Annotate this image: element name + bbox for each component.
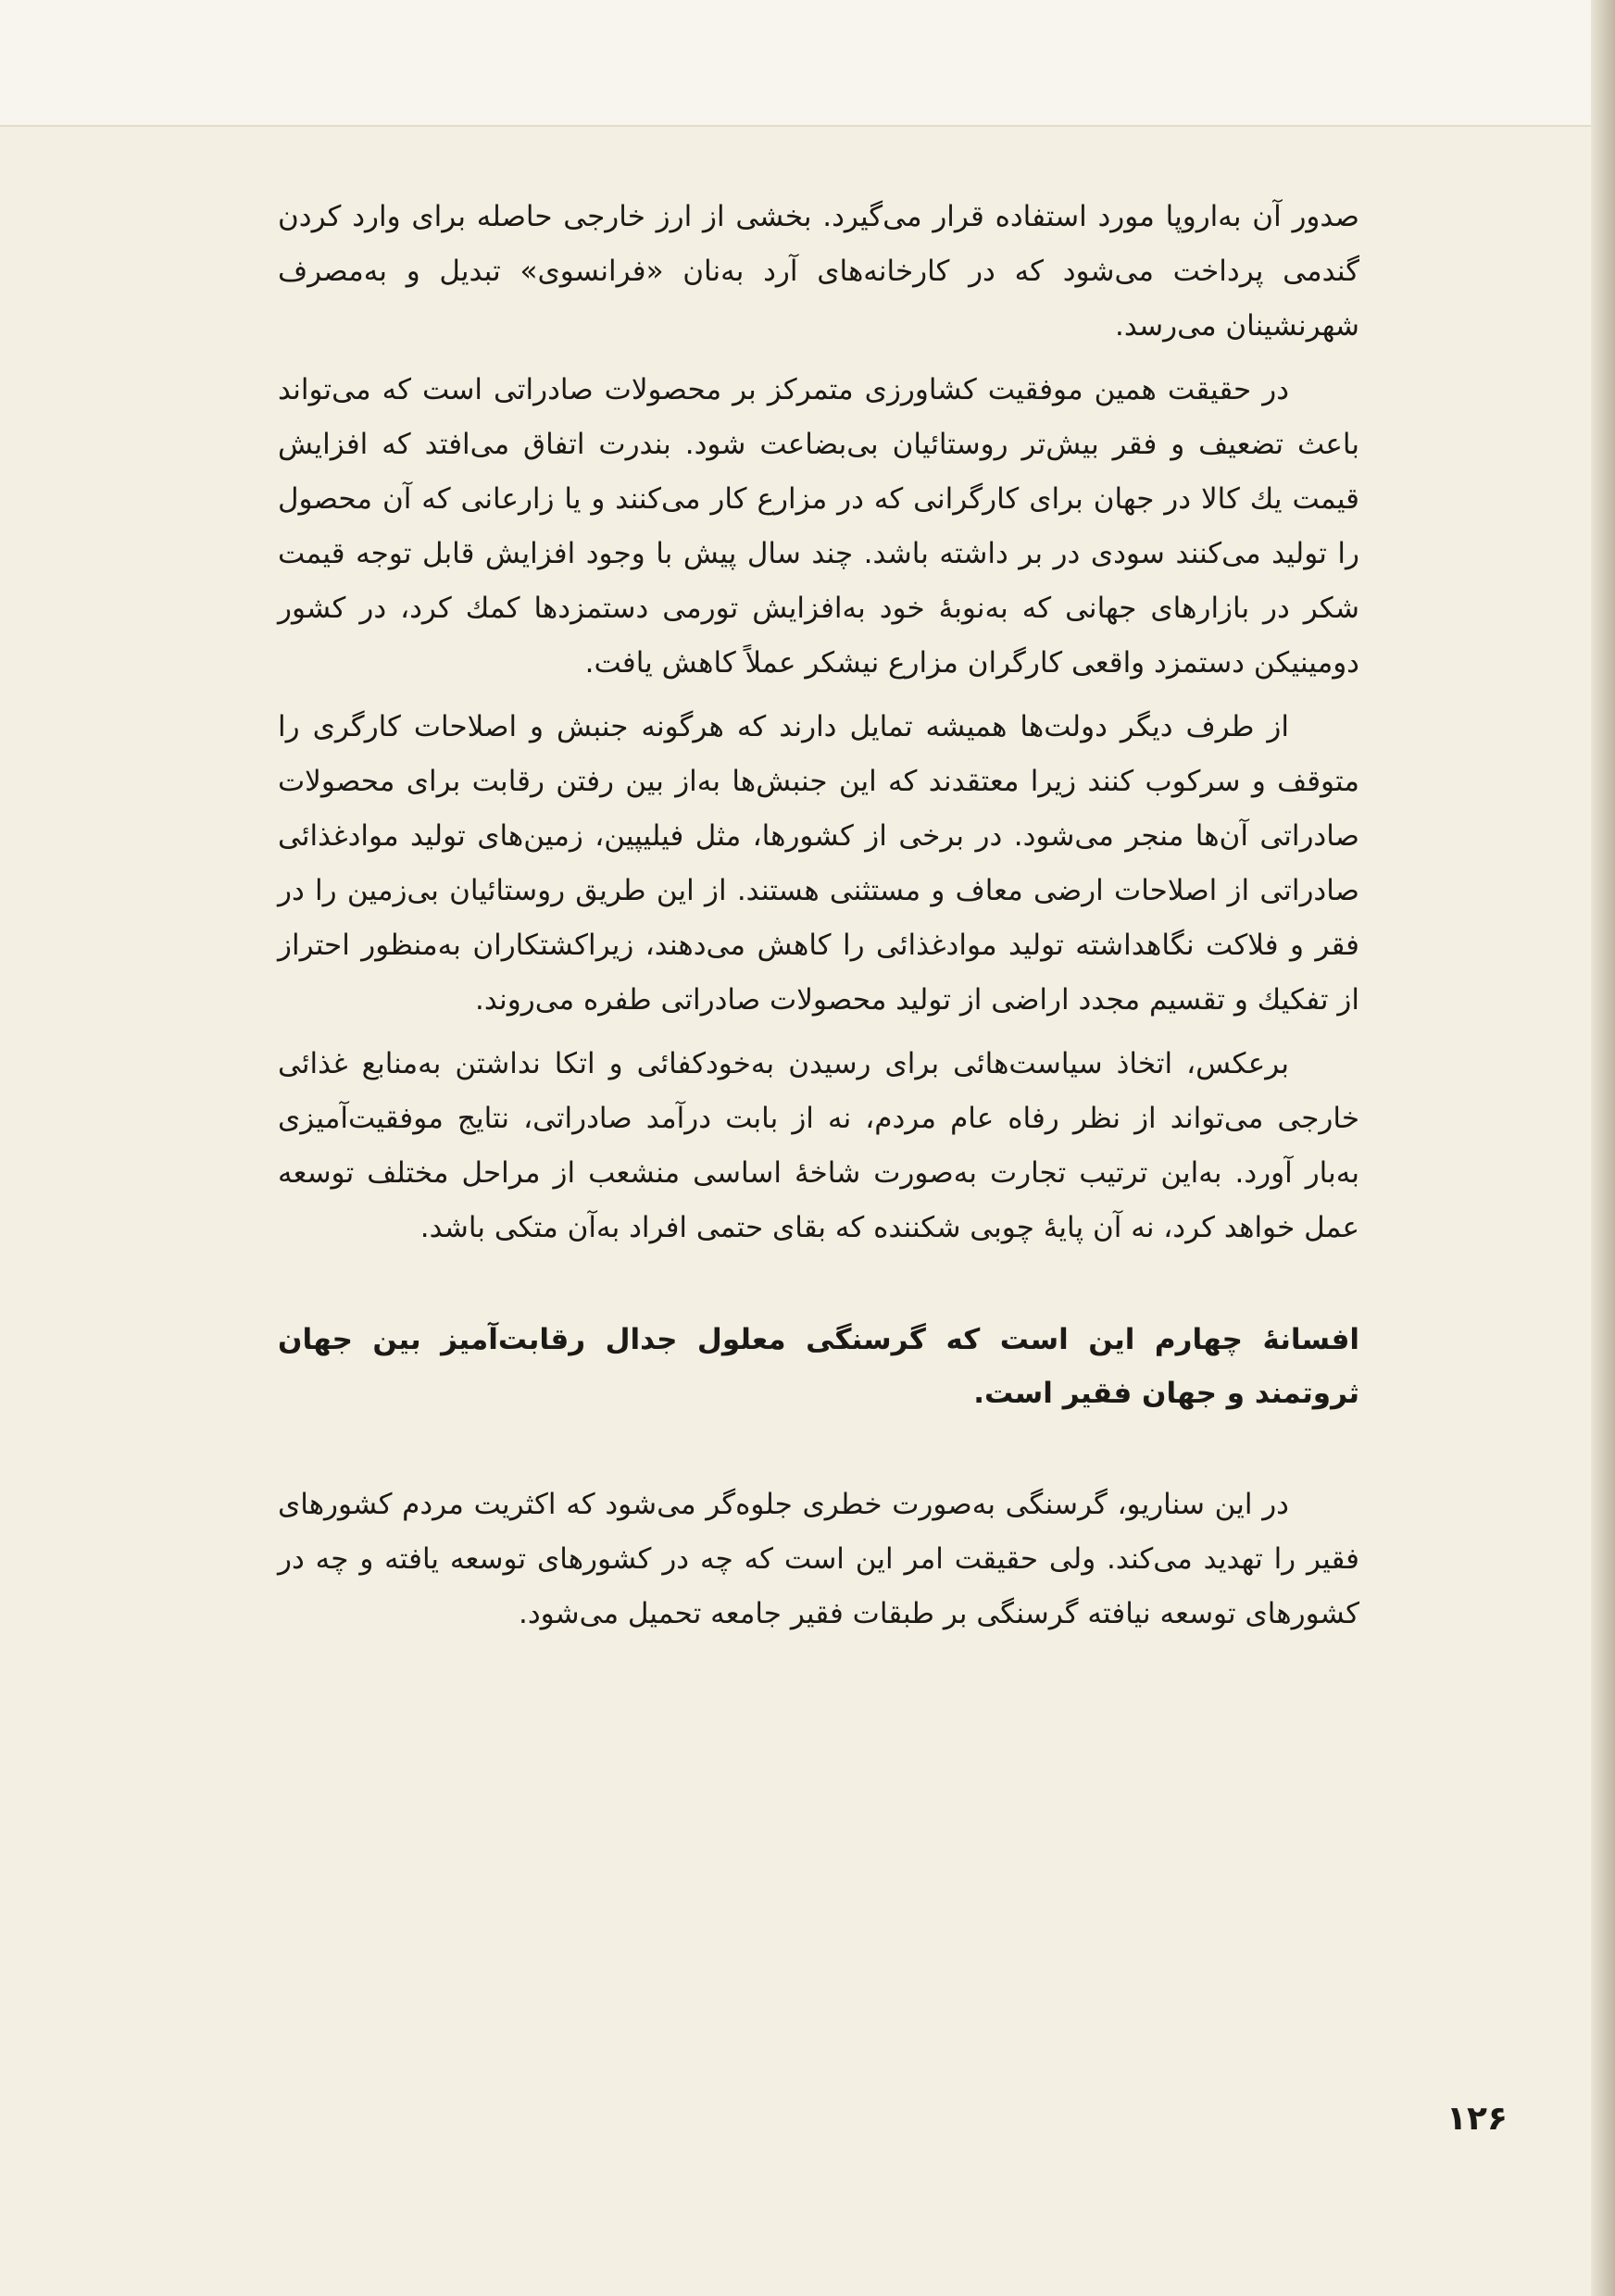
page-number: ۱۲۶: [1446, 2100, 1508, 2138]
section-heading: افسانهٔ چهارم این است که گرسنگی معلول جدال رقابت‌آمیز بین جهان ثروتمند و جهان فقیر است.: [278, 1323, 1359, 1410]
paragraph-5: در این سناریو، گرسنگی به‌صورت خطری جلوه‌گر می‌شود که اکثریت مردم کشورهای فقیر را تهدید می‌کند. ولی حقیقت امر این است که چه در کشورهای توسعه یافته و چه در کشورهای توسعه نیافته گرسنگی بر طبقات فقیر جامعه تحمیل می‌شود.: [278, 1488, 1359, 1630]
page-edge-shadow: [1591, 0, 1615, 2296]
paragraph-1: صدور آن به‌اروپا مورد استفاده قرار می‌گیرد. بخشی از ارز خارجی حاصله برای وارد کردن گندمی پرداخت می‌شود که در کارخانه‌های آرد به‌نان «فرانسوی» تبدیل و به‌مصرف شهرنشینان می‌رسد.: [278, 200, 1359, 343]
paragraph-2: در حقیقت همین موفقیت کشاورزی متمرکز بر محصولات صادراتی است که می‌تواند باعث تضعیف و فقر بیش‌تر روستائیان بی‌بضاعت شود. بندرت اتفاق می‌افتد که افزایش قیمت یك کالا در جهان برای کارگرانی که در مزارع کار می‌کنند و یا زارعانی که آن محصول را تولید می‌کنند سودی در بر داشته باشد. چند سال پیش با وجود افزایش قابل توجه قیمت شکر در بازارهای جهانی که به‌نوبهٔ خود به‌افزایش تورمی دستمزدها کمك کرد، در کشور دومینیکن دستمزد واقعی کارگران مزارع نیشکر عملاً کاهش یافت.: [278, 373, 1359, 680]
page-top-margin: [0, 0, 1615, 127]
paragraph-4: برعکس، اتخاذ سیاست‌هائی برای رسیدن به‌خودکفائی و اتکا نداشتن به‌منابع غذائی خارجی می‌تواند از نظر رفاه عام مردم، نه از بابت درآمد صادراتی، نتایج موفقیت‌آمیزی به‌بار آورد. به‌این ترتیب تجارت به‌صورت شاخهٔ اساسی منشعب از مراحل مختلف توسعه عمل خواهد کرد، نه آن پایهٔ چوبی شکننده که بقای حتمی افراد به‌آن متکی باشد.: [278, 1047, 1359, 1244]
paragraph-3: از طرف دیگر دولت‌ها همیشه تمایل دارند که هرگونه جنبش و اصلاحات کارگری را متوقف و سرکوب کنند زیرا معتقدند که این جنبش‌ها به‌از بین رفتن رقابت برای محصولات صادراتی آن‌ها منجر می‌شود. در برخی از کشورها، مثل فیلیپین، زمین‌های تولید موادغذائی صادراتی از اصلاحات ارضی معاف و مستثنی هستند. از این طریق روستائیان بی‌زمین را در فقر و فلاکت نگاهداشته تولید موادغذائی را کاهش می‌دهند، زیراکشتکاران به‌منظور احتراز از تفکیك و تقسیم مجدد اراضی از تولید محصولات صادراتی طفره می‌روند.: [278, 710, 1359, 1017]
body-text: [278, 190, 1359, 1641]
